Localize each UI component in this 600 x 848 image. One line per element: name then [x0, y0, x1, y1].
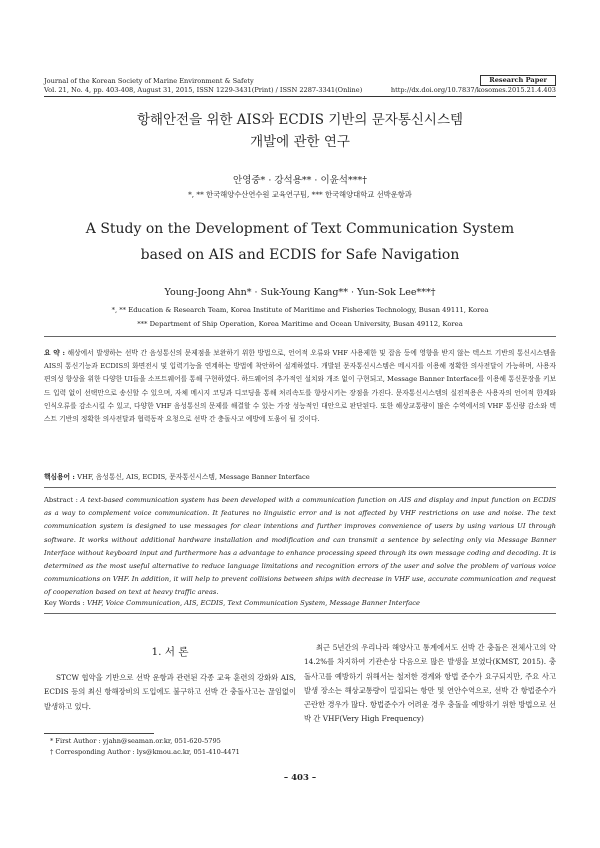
korean-keywords-text: VHF, 음성통신, AIS, ECDIS, 문자통신시스템, Message Banner Interface [77, 473, 310, 481]
footnote-first-author: * First Author : yjahn@seaman.or.kr, 051-620-5795 [50, 737, 221, 745]
korean-keywords-label: 핵심용어 : [44, 473, 75, 481]
english-abstract [44, 494, 556, 600]
english-keywords-label: Key Words : [44, 599, 85, 607]
english-abstract-label: Abstract : [44, 496, 78, 504]
english-affiliation-1: *, ** Education & Research Team, Korea Institute of Maritime and Fisheries Technology, Busan 49111, Korea [111, 306, 489, 314]
english-abstract-text: A text-based communication system has been developed with a communication function on AIS and display and input function on ECDIS as a way to complement voice communication. It features no linguistic error and is not affected by VHF restrictions on use and noise. The text communication system is designed to use messages for clear intentions and further improves convenience of users by using various UI through software. It works without additional hardware installation and modification and can transmit a sentence by selecting only via Message Banner Interface without keyboard input and furthermore has a advantage to enhance processing speed through its own message coding and decoding. It is determined as the most useful alternative to reduce language limitations and recognition errors of the user and solve the problem of various voice communications on VHF. In addition, it will help to prevent collisions between ships with decrease in VHF use, accurate communication and request of cooperation based on text at heavy traffic areas. [44, 496, 556, 597]
english-affiliation-2: *** Department of Ship Operation, Korea Maritime and Ocean University, Busan 49112, Korea [137, 320, 463, 328]
intro-right-column: 최근 5년간의 우리나라 해양사고 통계에서도 선박 간 충돌은 전체사고의 약 14.2%를 차지하여 기관손상 다음으로 많은 발생을 보였다(KMST, 2015). 충돌사고를 예방하기 위해서는 철저한 경계와 항법 준수가 요구되지만, 주요 사고발생 장소는 해상교통량이 밀집되는 항만 및 연안수역으로, 선박 간 항법준수가 곤란한 경우가 많다. 항법준수가 어려운 경우 충돌을 예방하기 위한 방법으로 선박 간 VHF(Very High Frequency) [304, 643, 556, 724]
korean-authors: 안영중* · 강석용** · 이윤석***† [233, 175, 367, 186]
journal-volume-info: Vol. 21, No. 4, pp. 403-408, August 31, 2015, ISSN 1229-3431(Print) / ISSN 2287-3341(Online) [44, 86, 363, 94]
english-authors: Young-Joong Ahn* · Suk-Young Kang** · Yun-Sok Lee***† [164, 287, 436, 298]
english-title-line1: A Study on the Development of Text Communication System [85, 221, 515, 237]
intro-left-column: STCW 협약을 기반으로 선박 운항과 관련된 각종 교육 훈련의 강화와 AIS, ECDIS 등의 최신 항해장비의 도입에도 불구하고 선박 간 충돌사고는 끊임없이 발생하고 있다. [44, 673, 296, 711]
header-divider [44, 96, 556, 97]
abstract-top-divider [44, 336, 556, 337]
korean-affiliation: *, ** 한국해양수산연수원 교육연구팀, *** 한국해양대학교 선박운항과 [188, 190, 412, 199]
korean-keywords [44, 471, 556, 484]
korean-title-line2: 개발에 관한 연구 [250, 134, 350, 150]
korean-abstract-label: 요 약 : [44, 349, 66, 357]
page-number: – 403 – [283, 773, 317, 783]
abstract-middle-divider [44, 487, 556, 488]
research-paper-badge: Research Paper [480, 75, 556, 86]
section-title-introduction: 1. 서 론 [151, 646, 189, 658]
english-keywords [44, 597, 556, 610]
footnote-divider [44, 733, 154, 734]
korean-title-line1: 항해안전을 위한 AIS와 ECDIS 기반의 문자통신시스템 [136, 112, 464, 128]
journal-name: Journal of the Korean Society of Marine Environment & Safety [44, 77, 254, 85]
doi-link[interactable]: http://dx.doi.org/10.7837/kosomes.2015.21.4.403 [390, 86, 556, 94]
english-keywords-text: VHF, Voice Communication, AIS, ECDIS, Text Communication System, Message Banner Interface [86, 599, 421, 607]
korean-abstract-text: 해상에서 발생하는 선박 간 음성통신의 문제점을 보완하기 위한 방법으로, 언어적 오류와 VHF 사용제한 및 잡음 등에 영향을 받지 않는 텍스트 기반의 통신시스템을 AIS의 통신기능과 ECDIS의 화면전시 및 입력기능을 연계하는 방법에 착안하여 설계하였다. 개발된 문자통신시스템은 메시지를 이용해 정확한 의사전달이 가능하며, 사용자 편의성 향상을 위한 다양한 UI들을 소프트웨어를 통해 구현하였다. 하드웨어의 추가적인 설치와 개조 없이 구현되고, Message Banner Interface를 이용해 통신문장을 키보드 입력 없이 선택만으로 송신할 수 있으며, 자체 메시지 코딩과 디코딩을 통해 처리속도를 향상시키는 장점을 가진다. 문자통신시스템의 실전적용은 사용자의 언어적 한계와 인식오류를 감소시킬 수 있고, 다양한 VHF 음성통신의 문제를 해결할 수 있는 가장 성능적인 대안으로 판단된다. 또한 해상교통량이 많은 수역에서의 VHF 통신량 감소와 텍스트 기반의 정확한 의사전달과 협력동작 요청으로 선박 간 충돌사고 예방에 도움이 될 것이다. [44, 349, 557, 424]
korean-abstract [44, 347, 556, 426]
abstract-bottom-divider [44, 613, 556, 614]
footnote-corresponding-author: † Corresponding Author : lys@kmou.ac.kr, 051-410-4471 [50, 748, 240, 756]
english-title-line2: based on AIS and ECDIS for Safe Navigation [140, 247, 460, 263]
